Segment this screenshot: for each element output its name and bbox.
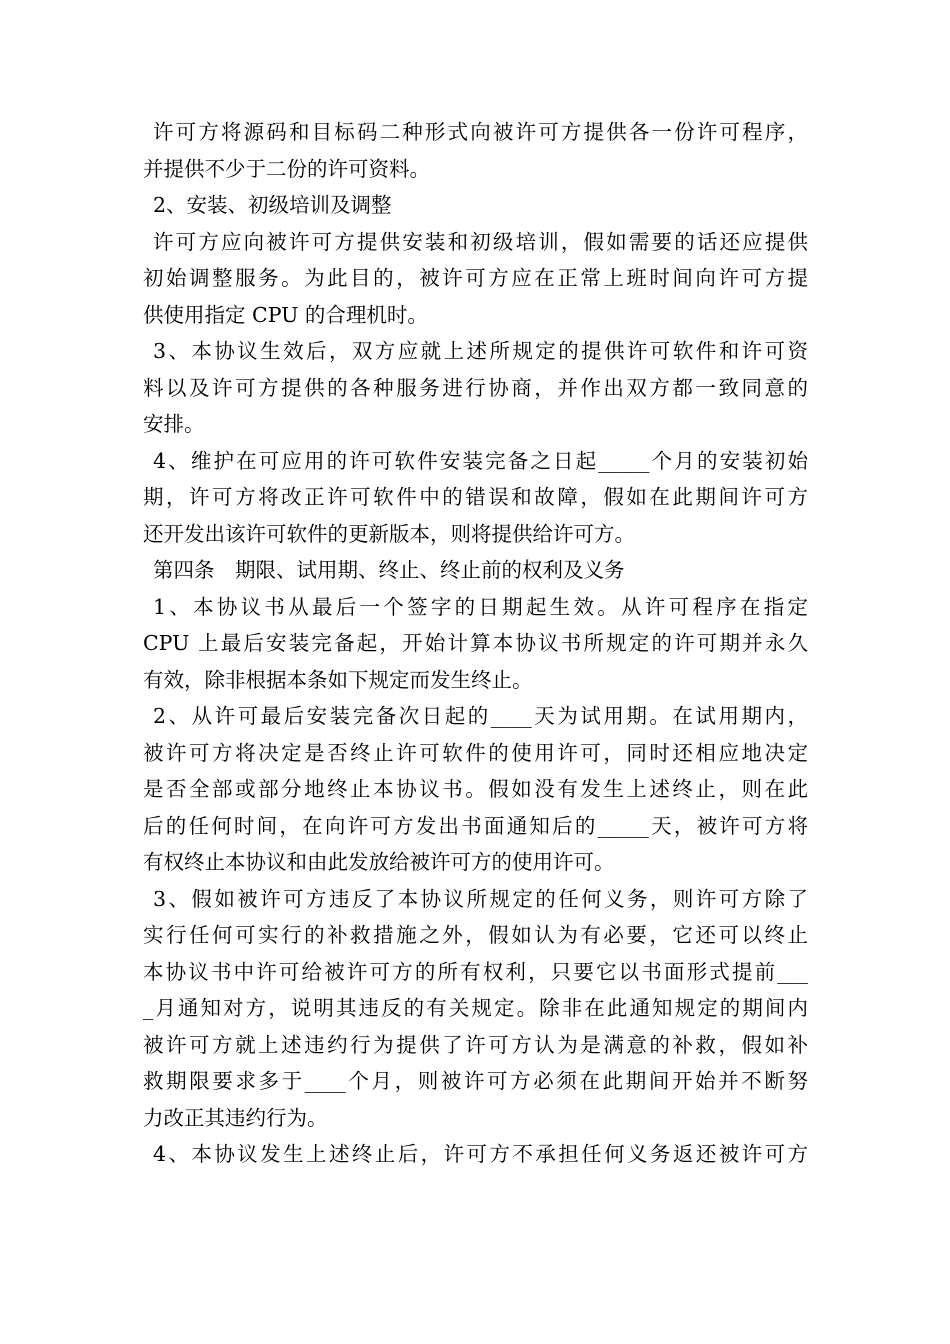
paragraph-line: 3、假如被许可方违反了本协议所规定的任何义务，则许可方除了 — [153, 886, 808, 911]
paragraph-line: 是否全部或部分地终止本协议书。假如没有发生上述终止，则在此 — [143, 777, 808, 801]
paragraph-line: 1、本协议书从最后一个签字的日期起生效。从许可程序在指定 — [153, 594, 808, 619]
paragraph-line: 被许可方就上述违约行为提供了许可方认为是满意的补救，假如补 — [143, 1032, 808, 1057]
paragraph-line: 许可方应向被许可方提供安装和初级培训，假如需要的话还应提供 — [153, 229, 808, 254]
paragraph-line: 还开发出该许可软件的更新版本，则将提供给许可方。 — [143, 521, 635, 546]
paragraph-line: _月通知对方，说明其违反的有关规定。除非在此通知规定的期间内 — [143, 996, 808, 1020]
paragraph-line: 本协议书中许可给被许可方的所有权利，只要它以书面形式提前___ — [143, 959, 808, 984]
paragraph-line: 安排。 — [143, 412, 205, 436]
paragraph-line: 救期限要求多于____个月，则被许可方必须在此期间开始并不断努 — [143, 1069, 808, 1093]
paragraph-line: 2、从许可最后安装完备次日起的____天为试用期。在试用期内， — [153, 704, 808, 728]
section-heading: 2、安装、初级培训及调整 — [153, 193, 392, 217]
paragraph-line: 有效，除非根据本条如下规定而发生终止。 — [143, 667, 533, 692]
paragraph-line: CPU 上最后安装完备起，开始计算本协议书所规定的许可期并永久 — [143, 631, 808, 655]
article-heading: 第四条 期限、试用期、终止、终止前的权利及义务 — [153, 558, 625, 582]
paragraph-line: 力改正其违约行为。 — [143, 1105, 328, 1130]
paragraph-line: 供使用指定 CPU 的合理机时。 — [143, 302, 428, 327]
paragraph-line: 3、本协议生效后，双方应就上述所规定的提供许可软件和许可资 — [153, 339, 808, 363]
document-body — [143, 114, 808, 1173]
paragraph-line: 被许可方将决定是否终止许可软件的使用许可，同时还相应地决定 — [143, 740, 808, 765]
paragraph-line: 料以及许可方提供的各种服务进行协商，并作出双方都一致同意的 — [143, 375, 808, 400]
paragraph-line: 期，许可方将改正许可软件中的错误和故障，假如在此期间许可方 — [143, 485, 808, 509]
paragraph-line: 许可方将源码和目标码二种形式向被许可方提供各一份许可程序， — [153, 120, 808, 144]
paragraph-line: 4、维护在可应用的许可软件安装完备之日起_____个月的安装初始 — [153, 448, 808, 473]
paragraph-line: 初始调整服务。为此目的，被许可方应在正常上班时间向许可方提 — [143, 266, 808, 290]
paragraph-line: 有权终止本协议和由此发放给被许可方的使用许可。 — [143, 850, 615, 874]
paragraph-line: 4、本协议发生上述终止后，许可方不承担任何义务返还被许可方 — [153, 1142, 808, 1166]
paragraph-line: 后的任何时间，在向许可方发出书面通知后的_____天，被许可方将 — [143, 813, 808, 838]
paragraph-line: 实行任何可实行的补救措施之外，假如认为有必要，它还可以终止 — [143, 923, 808, 947]
paragraph-line: 并提供不少于二份的许可资料。 — [143, 156, 430, 181]
